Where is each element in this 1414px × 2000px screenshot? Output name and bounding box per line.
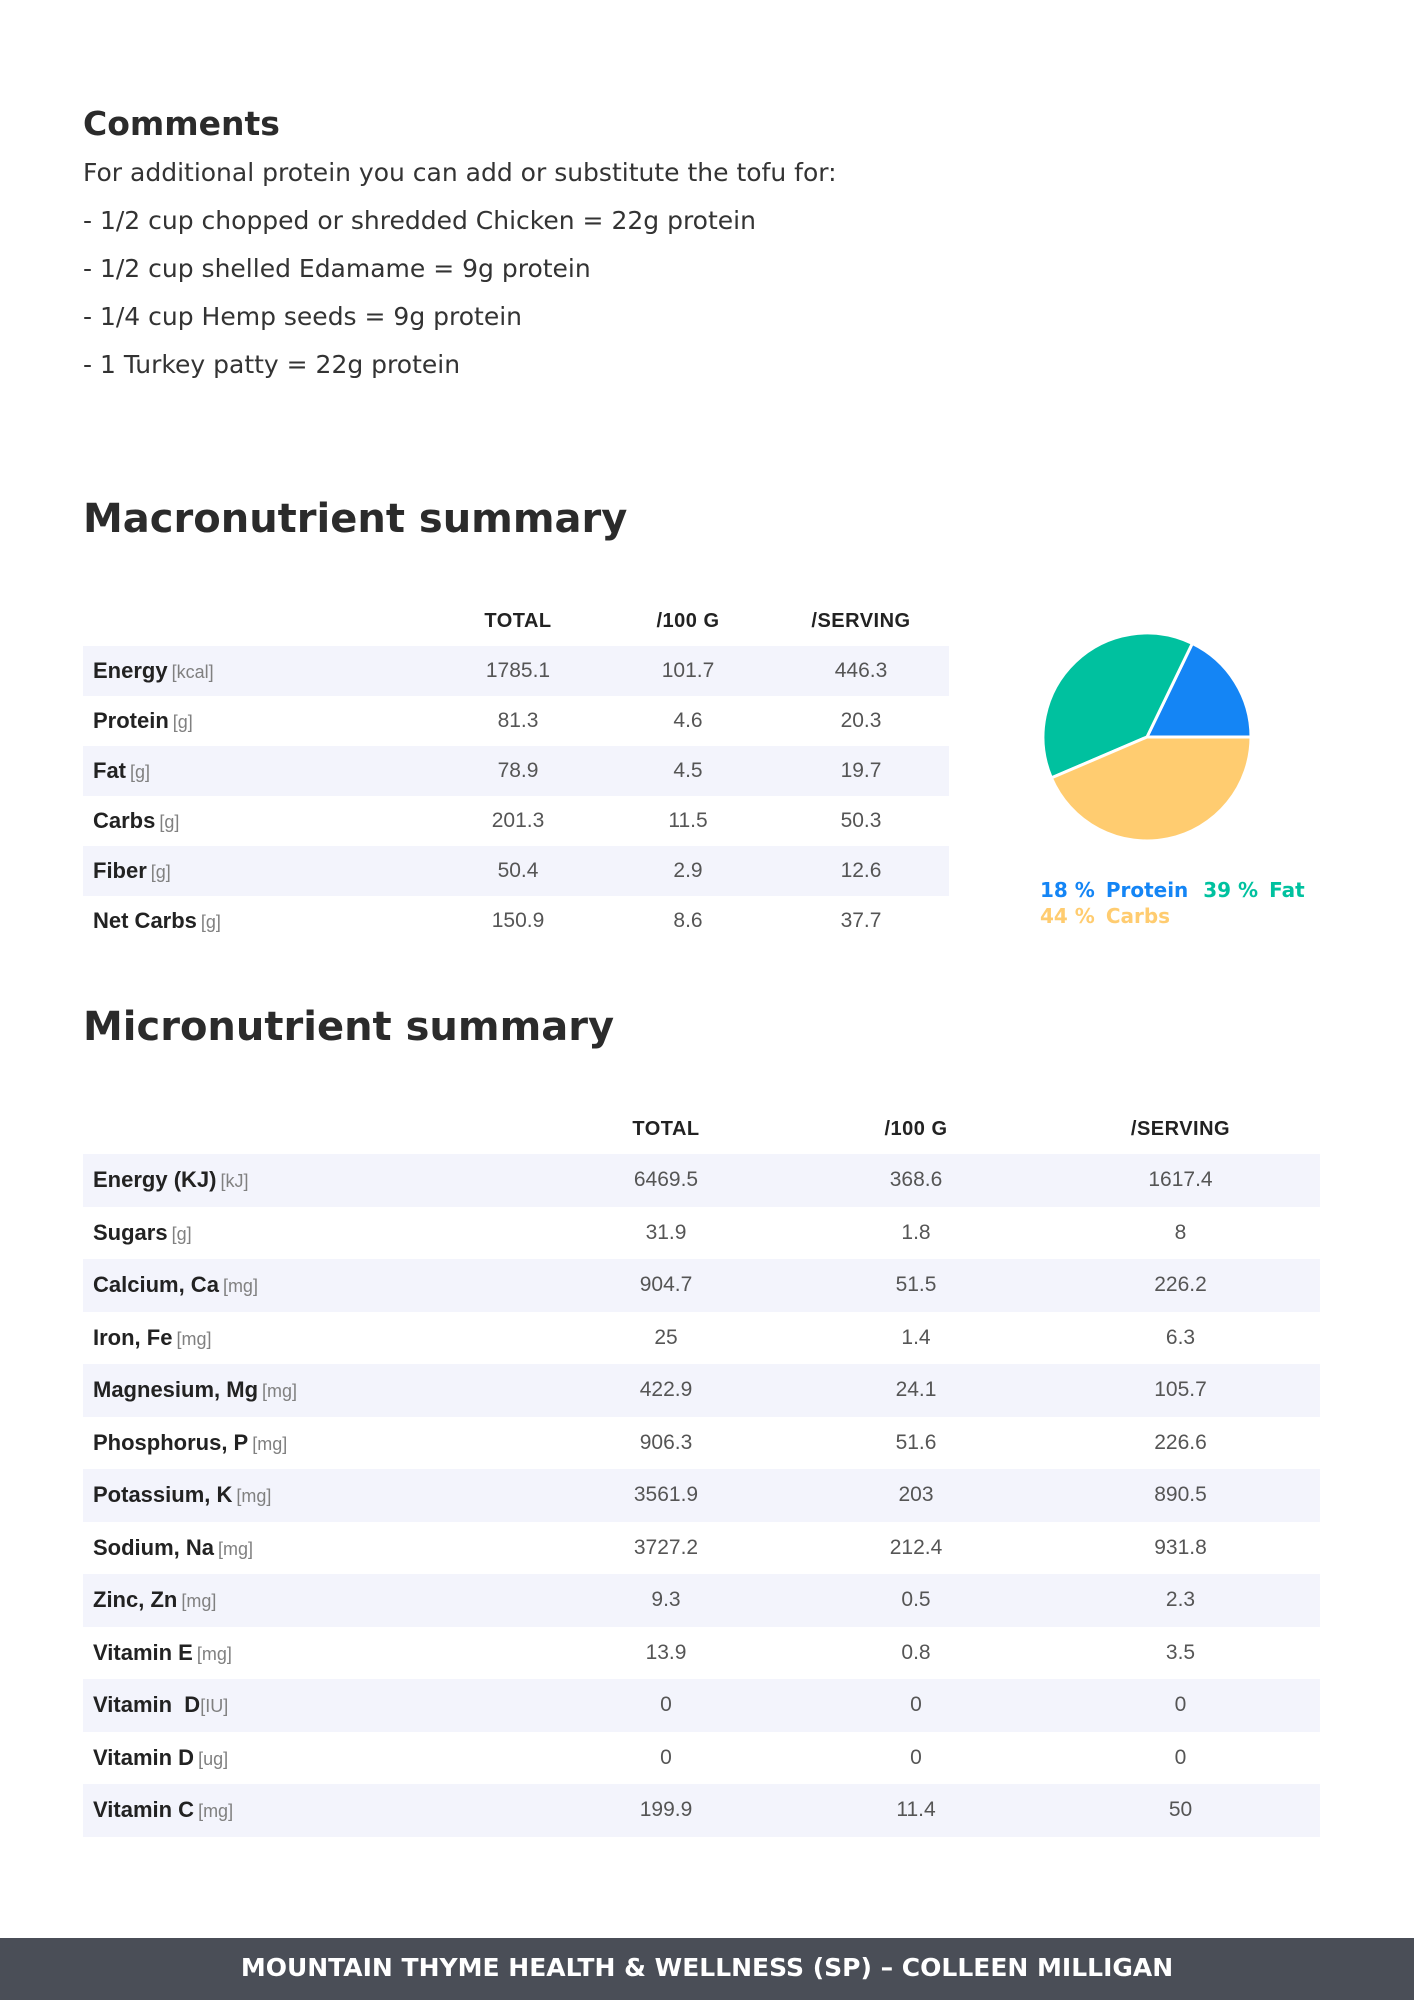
nutrient-label [83,746,433,796]
nutrient-unit: [mg] [262,1381,298,1402]
value-total: 904.7 [541,1259,791,1312]
nutrient-label [83,1364,541,1417]
macro-header-serving: /SERVING [811,609,911,632]
value-per100: 24.1 [791,1364,1041,1417]
nutrient-unit: [IU] [200,1696,229,1717]
value-per100: 212.4 [889,1535,943,1559]
comments-section [83,104,1323,389]
micro-row [83,1522,1320,1575]
nutrient-label [83,1732,541,1785]
value-serving: 12.6 [773,846,949,896]
micro-row [83,1784,1320,1837]
nutrient-unit: [g] [150,862,171,882]
value-serving: 20.3 [840,709,882,732]
macro-table [83,596,949,946]
value-serving: 50 [1041,1784,1320,1837]
micro-row [83,1679,1320,1732]
macro-row-fat [83,746,949,796]
nutrient-label [83,646,433,696]
nutrient-name: Vitamin C [93,1797,195,1823]
value-total: 3561.9 [541,1469,791,1522]
macro-pie-chart [1032,622,1262,852]
nutrient-unit: [mg] [181,1591,217,1612]
value-serving: 19.7 [773,746,949,796]
micro-row [83,1364,1320,1417]
macro-row-energy [83,646,949,696]
value-serving: 6.3 [1165,1325,1196,1349]
value-total: 6469.5 [541,1154,791,1207]
value-serving: 1617.4 [1041,1154,1320,1207]
nutrient-unit: [mg] [196,1643,232,1664]
value-per100: 101.7 [603,646,773,696]
nutrient-unit: [g] [171,1223,192,1244]
pie-legend [1040,877,1340,929]
nutrient-name: Calcium, Ca [93,1272,219,1298]
macro-row-protein [83,696,949,746]
value-per100: 4.6 [673,709,703,732]
nutrient-name: Potassium, K [93,1482,233,1508]
micro-row [83,1417,1320,1470]
legend-value: 44 % [1040,904,1095,928]
micro-row [83,1312,1320,1365]
value-per100: 2.9 [603,846,773,896]
micro-header-serving: /SERVING [1130,1117,1231,1140]
nutrient-unit: [mg] [218,1538,254,1559]
nutrient-name: Energy [93,658,168,683]
value-per100: 4.5 [603,746,773,796]
micro-row [83,1574,1320,1627]
nutrient-name: Net Carbs [93,908,197,933]
value-serving: 8 [1174,1220,1187,1244]
value-total: 13.9 [645,1640,687,1664]
macro-row-fiber [83,846,949,896]
nutrient-name: Carbs [93,808,156,833]
value-total: 81.3 [497,709,539,732]
nutrient-unit: [g] [200,912,221,932]
nutrient-label [83,696,433,746]
micro-row [83,1259,1320,1312]
nutrient-name: Phosphorus, P [93,1429,249,1455]
nutrient-name: Fiber [93,858,147,883]
value-total: 201.3 [491,809,545,832]
micro-summary-title: Micronutrient summary [83,1004,615,1050]
nutrient-label [83,1207,541,1260]
value-total: 3727.2 [633,1535,699,1559]
comment-line: For additional protein you can add or substitute the tofu for: [83,158,837,187]
macro-header-row [83,596,949,646]
comment-line: - 1/2 cup chopped or shredded Chicken = 22g protein [83,206,756,235]
value-serving: 446.3 [773,646,949,696]
nutrient-unit: [kJ] [220,1171,249,1192]
micro-row [83,1627,1320,1680]
comment-line: - 1 Turkey patty = 22g protein [83,350,461,379]
micro-row [83,1469,1320,1522]
nutrient-unit: [kcal] [171,662,214,682]
nutrient-name: Iron, Fe [93,1324,173,1350]
comments-title: Comments [83,104,280,143]
nutrient-name: Sodium, Na [93,1534,215,1560]
value-per100: 368.6 [791,1154,1041,1207]
nutrient-name: Vitamin D [93,1692,201,1718]
nutrient-label [83,1627,541,1680]
nutrient-name: Protein [93,708,169,733]
value-serving: 931.8 [1154,1535,1207,1559]
nutrient-name: Vitamin D [93,1744,195,1770]
value-total: 50.4 [433,846,603,896]
nutrient-unit: [mg] [198,1801,234,1822]
value-total: 78.9 [433,746,603,796]
value-serving: 37.7 [840,909,882,932]
macro-header-total: TOTAL [484,609,552,632]
value-total: 0 [541,1679,791,1732]
nutrient-label [83,1522,541,1575]
micro-header-blank [83,1104,541,1154]
value-total: 1785.1 [433,646,603,696]
nutrient-label [83,1679,541,1732]
macro-row-net-carbs [83,896,949,946]
value-serving: 0 [1174,1745,1187,1769]
comment-line: - 1/4 cup Hemp seeds = 9g protein [83,302,523,331]
nutrient-label [83,1574,541,1627]
macro-row-carbs [83,796,949,846]
nutrient-unit: [g] [130,762,151,782]
nutrient-name: Magnesium, Mg [93,1377,259,1403]
micro-row [83,1207,1320,1260]
nutrient-unit: [ug] [198,1748,229,1769]
nutrient-label [83,1469,541,1522]
nutrient-label [83,796,433,846]
nutrient-name: Vitamin E [93,1639,193,1665]
legend-fat [1203,878,1308,902]
legend-value: 18 % [1040,878,1095,902]
value-per100: 51.5 [791,1259,1041,1312]
legend-protein [1040,878,1192,902]
nutrient-name: Sugars [93,1219,168,1245]
value-total: 150.9 [491,909,545,932]
micro-row [83,1732,1320,1785]
value-serving: 3.5 [1165,1640,1196,1664]
value-serving: 226.6 [1154,1430,1207,1454]
nutrient-label [83,1784,541,1837]
value-per100: 0 [910,1745,922,1769]
nutrient-unit: [mg] [236,1486,272,1507]
nutrient-label [83,846,433,896]
value-per100: 203 [791,1469,1041,1522]
value-total: 0 [660,1745,672,1769]
nutrient-unit: [mg] [252,1433,288,1454]
value-serving: 890.5 [1041,1469,1320,1522]
value-per100: 0.8 [901,1640,931,1664]
macro-header-blank [83,596,433,646]
nutrient-label [83,1154,541,1207]
value-per100: 0 [791,1679,1041,1732]
page-footer [0,1938,1414,2000]
macro-header-per100: /100 G [656,609,720,632]
legend-label: Carbs [1105,904,1171,928]
nutrient-unit: [mg] [176,1328,212,1349]
value-per100: 11.4 [791,1784,1041,1837]
macro-summary-title: Macronutrient summary [83,496,628,542]
nutrient-label [83,1417,541,1470]
footer-text: MOUNTAIN THYME HEALTH & WELLNESS (SP) – COLLEEN MILLIGAN [240,1953,1174,1982]
value-serving: 226.2 [1041,1259,1320,1312]
micro-table [83,1104,1320,1837]
value-total: 906.3 [639,1430,693,1454]
nutrient-label [83,1259,541,1312]
value-total: 9.3 [541,1574,791,1627]
value-serving: 50.3 [840,809,882,832]
value-per100: 51.6 [895,1430,937,1454]
micro-row [83,1154,1320,1207]
value-serving: 2.3 [1041,1574,1320,1627]
nutrient-name: Energy (KJ) [93,1167,217,1193]
value-per100: 1.8 [901,1220,931,1244]
value-total: 422.9 [541,1364,791,1417]
nutrient-unit: [g] [172,712,193,732]
value-serving: 105.7 [1041,1364,1320,1417]
nutrient-name: Zinc, Zn [93,1587,178,1613]
micro-header-total: TOTAL [632,1117,700,1140]
value-total: 199.9 [541,1784,791,1837]
legend-label: Protein [1105,878,1189,902]
value-per100: 11.5 [668,809,708,832]
value-per100: 0.5 [791,1574,1041,1627]
value-total: 25 [654,1325,678,1349]
legend-label: Fat [1269,878,1305,902]
nutrient-unit: [mg] [222,1276,258,1297]
value-per100: 8.6 [673,909,703,932]
nutrient-unit: [g] [159,812,180,832]
comment-line: - 1/2 cup shelled Edamame = 9g protein [83,254,591,283]
micro-header-per100: /100 G [884,1117,948,1140]
nutrient-name: Fat [93,758,126,783]
value-total: 31.9 [645,1220,687,1244]
legend-carbs [1040,904,1174,928]
value-per100: 1.4 [901,1325,931,1349]
value-serving: 0 [1041,1679,1320,1732]
micro-header-row [83,1104,1320,1154]
legend-value: 39 % [1203,878,1259,902]
nutrient-label [83,896,433,946]
nutrient-label [83,1312,541,1365]
